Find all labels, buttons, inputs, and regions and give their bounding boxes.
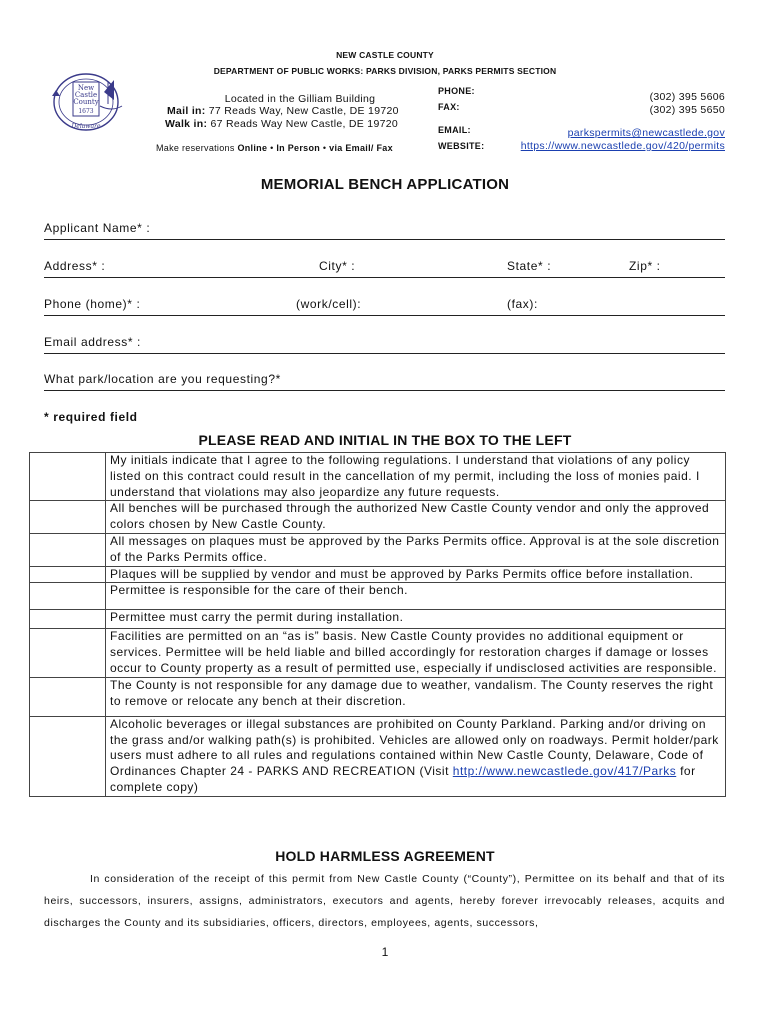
initial-box[interactable] <box>30 583 106 610</box>
email-address-label: Email address* : <box>44 335 141 349</box>
separator: • <box>270 143 274 153</box>
walk-in-label: Walk in: <box>165 118 208 130</box>
rule-text: My initials indicate that I agree to the following regulations. I understand that violations of any policy listed on this contract could result in the cancellation of my permit, including the loss of monies paid. I understand that violations may also jeopardize any future requests. <box>106 453 726 501</box>
svg-text:New: New <box>77 84 95 92</box>
rule-text-suffix: for complete copy) <box>110 764 696 794</box>
initial-box[interactable] <box>30 629 106 677</box>
website-label: WEBSITE: <box>438 141 485 151</box>
rule-text: The County is not responsible for any damage due to weather, vandalism. The County reserves the right to remove or relocate any bench at their discretion. <box>106 677 726 716</box>
mail-in-address: 77 Reads Way, New Castle, DE 19720 <box>208 105 399 117</box>
zip-label: Zip* : <box>629 259 661 273</box>
walk-in-line <box>165 118 398 130</box>
initial-box[interactable] <box>30 677 106 716</box>
rule-row <box>30 610 726 629</box>
email-link[interactable]: parkspermits@newcastlede.gov <box>567 127 725 139</box>
required-note: * required field <box>44 410 138 424</box>
fax-label: FAX: <box>438 102 460 112</box>
rule-text-last <box>106 716 726 796</box>
initial-box[interactable] <box>30 566 106 583</box>
applicant-name-label: Applicant Name* : <box>44 221 151 235</box>
initial-box[interactable] <box>30 501 106 534</box>
rule-text: Alcoholic beverages or illegal substances are prohibited on County Parkland. Parking and/or driving on the grass and/or walking path(s) is prohibited. Vehicles are allowed only on roadways. Permit holder/park users must adhere to all rules and regulations contained within New Castle County, Delaware, Code of Ordinances Chapter 24 - PARKS AND RECREATION (Visit <box>110 716 719 779</box>
reservations-line <box>156 143 393 153</box>
website-link[interactable]: https://www.newcastlede.gov/420/permits <box>520 140 725 152</box>
initial-box[interactable] <box>30 533 106 566</box>
svg-text:County: County <box>73 98 99 106</box>
reservations-email-fax: via Email/ Fax <box>329 143 393 153</box>
separator: • <box>322 143 327 153</box>
initial-box[interactable] <box>30 716 106 796</box>
email-label: EMAIL: <box>438 125 471 135</box>
initial-box[interactable] <box>30 453 106 501</box>
state-label: State* : <box>507 259 552 273</box>
city-label: City* : <box>319 259 356 273</box>
rule-text: Facilities are permitted on an “as is” basis. New Castle County provides no additional equipment or services. Permittee will be held liable and billed accordingly for restoration charges if damage or losses occur to County property as a result of permitted use, especially if undisclosed activities are responsible. <box>106 629 726 677</box>
applicant-name-field[interactable] <box>44 221 725 240</box>
address-row <box>44 259 725 278</box>
phone-value: (302) 395 5606 <box>649 91 725 103</box>
location-text: Located in the Gilliam Building <box>224 93 376 105</box>
reservations-online: Online <box>237 143 268 153</box>
parks-code-link[interactable]: http://www.newcastlede.gov/417/Parks <box>452 764 677 779</box>
work-cell-label: (work/cell): <box>296 297 362 311</box>
initial-box[interactable] <box>30 610 106 629</box>
rule-row <box>30 677 726 716</box>
page-title: MEMORIAL BENCH APPLICATION <box>260 176 510 193</box>
park-location-label: What park/location are you requesting?* <box>44 372 281 386</box>
rule-text: All benches will be purchased through the authorized New Castle County vendor and only the approved colors chosen by New Castle County. <box>106 501 726 534</box>
address-label: Address* : <box>44 259 106 273</box>
rules-heading: PLEASE READ AND INITIAL IN THE BOX TO THE LEFT <box>198 432 572 448</box>
rule-row <box>30 501 726 534</box>
org-name: NEW CASTLE COUNTY <box>336 50 434 60</box>
rule-text: Permittee is responsible for the care of their bench. <box>106 583 726 610</box>
rule-text: Permittee must carry the permit during installation. <box>106 610 726 629</box>
email-field[interactable] <box>44 335 725 354</box>
rule-text: Plaques will be supplied by vendor and must be approved by Parks Permits office before installation. <box>106 566 726 583</box>
phone-label: PHONE: <box>438 86 475 96</box>
mail-in-line <box>167 105 399 117</box>
rule-row <box>30 583 726 610</box>
svg-text:Delaware: Delaware <box>71 123 101 130</box>
department-name: DEPARTMENT OF PUBLIC WORKS: PARKS DIVISION, PARKS PERMITS SECTION <box>213 66 557 76</box>
phone-row <box>44 297 725 316</box>
walk-in-address: 67 Reads Way New Castle, DE 19720 <box>210 118 398 130</box>
page-number: 1 <box>381 945 389 959</box>
mail-in-label: Mail in: <box>167 105 206 117</box>
rules-table <box>29 452 726 797</box>
fax-value: (302) 395 5650 <box>649 104 725 116</box>
reservations-prefix: Make reservations <box>156 143 235 153</box>
svg-text:1673: 1673 <box>78 108 94 115</box>
fax-field-label: (fax): <box>507 297 538 311</box>
svg-text:Castle: Castle <box>74 91 98 99</box>
agreement-text: In consideration of the receipt of this permit from New Castle County (“County”), Permittee on its behalf and that of its heirs, successors, insurers, assigns, administrators, executors and agents, hereby forever irrevocably releases, acquits and discharges the County and its subsidiaries, officers, directors, employees, agents, successors, <box>44 873 725 929</box>
reservations-in-person: In Person <box>276 143 321 153</box>
park-location-field[interactable] <box>44 372 725 391</box>
rule-row <box>30 566 726 583</box>
rule-text: All messages on plaques must be approved by the Parks Permits office. Approval is at the sole discretion of the Parks Permits office. <box>106 533 726 566</box>
rule-row <box>30 716 726 796</box>
agreement-heading: HOLD HARMLESS AGREEMENT <box>275 848 495 864</box>
rule-row <box>30 453 726 501</box>
rule-row <box>30 629 726 677</box>
rule-row <box>30 533 726 566</box>
phone-home-label: Phone (home)* : <box>44 297 141 311</box>
